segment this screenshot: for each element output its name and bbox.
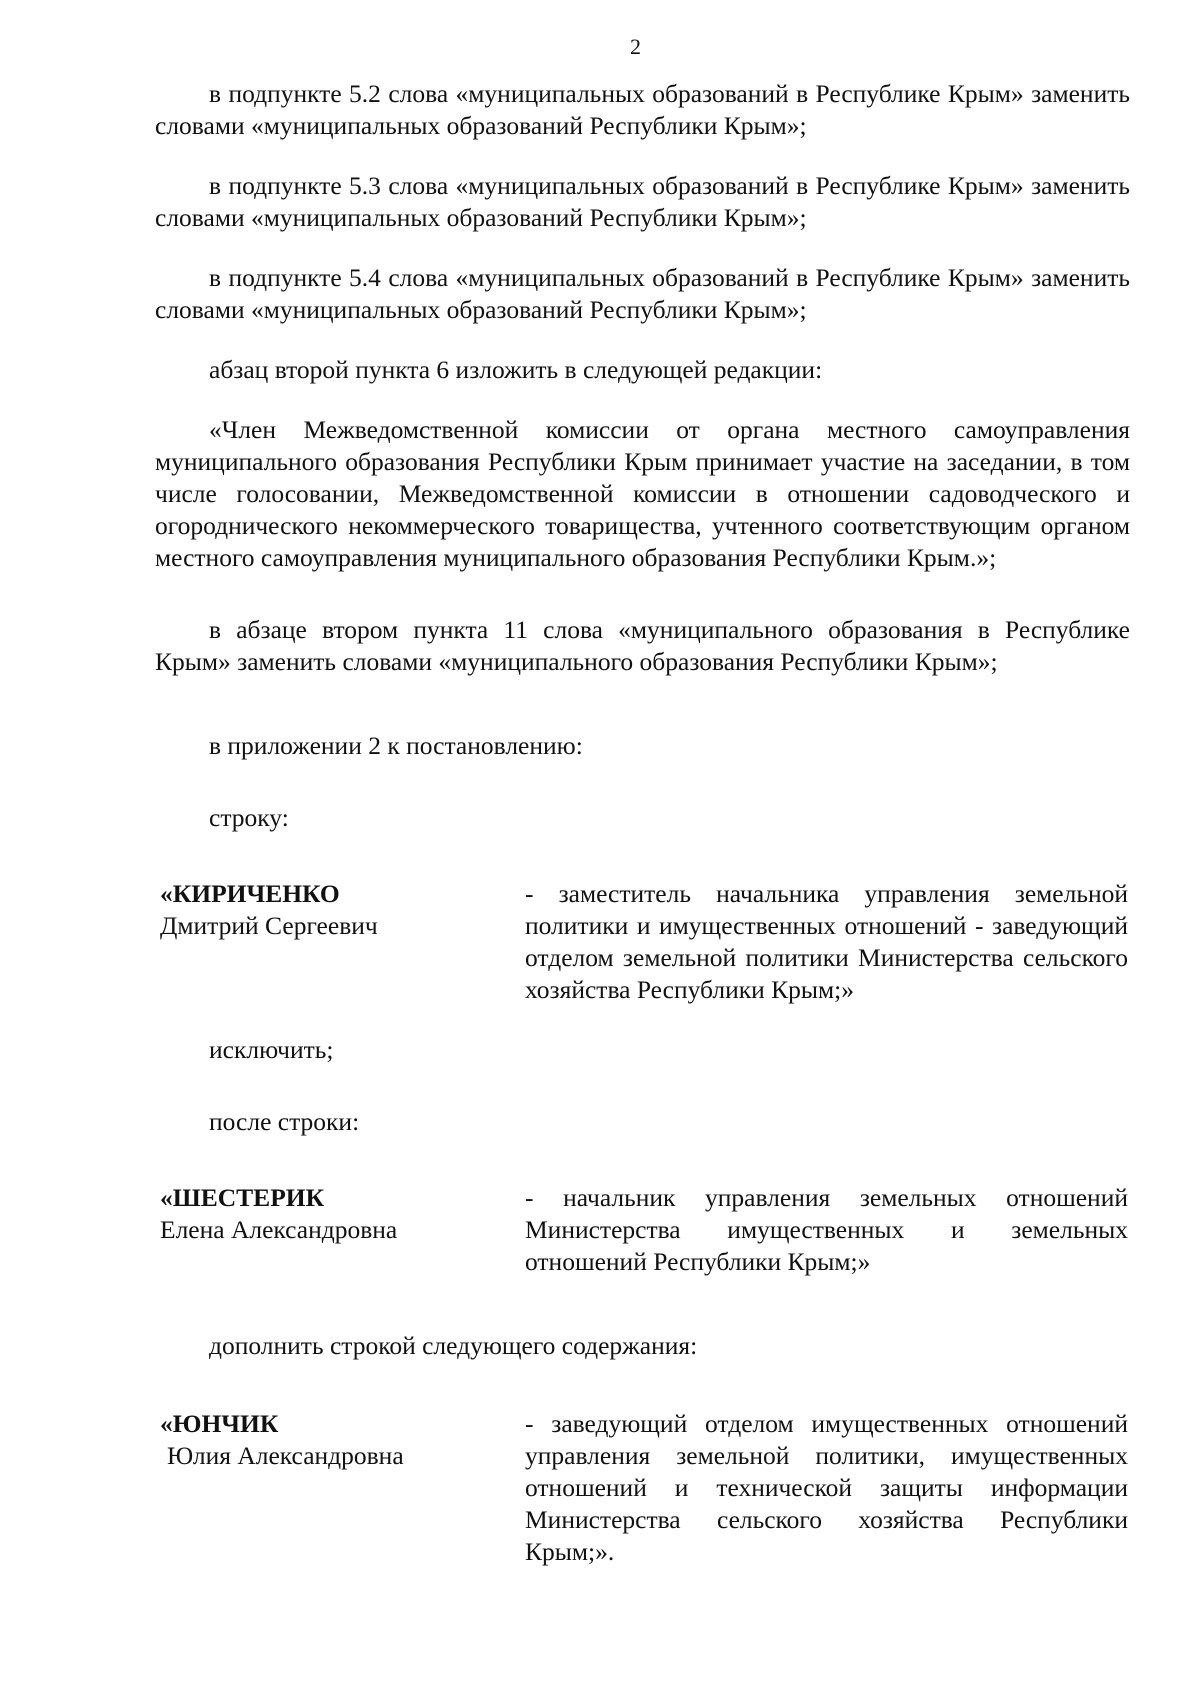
member-surname: «КИРИЧЕНКО [160, 879, 340, 908]
paragraph-subpoint-5-4: в подпункте 5.4 слова «муниципальных образований в Республике Крым» заменить словами «муниципальных образований Республики Крым»; [155, 263, 1130, 324]
member-name-block [155, 878, 525, 1006]
member-entry-shesterik [155, 1182, 1130, 1278]
member-position: - заведующий отделом имущественных отношений управления земельной политики, имущественных отношений и технической защиты информации Министерства сельского хозяйства Республики Крым;». [525, 1409, 1128, 1566]
paragraph-point-6-intro: абзац второй пункта 6 изложить в следующей редакции: [209, 355, 823, 384]
member-entry-yunchik [155, 1408, 1130, 1568]
member-given-names: Дмитрий Сергеевич [160, 911, 378, 940]
paragraph-subpoint-5-2: в подпункте 5.2 слова «муниципальных образований в Республике Крым» заменить словами «муниципальных образований Республики Крым»; [155, 79, 1130, 140]
paragraph-appendix-2: в приложении 2 к постановлению: [209, 731, 583, 760]
paragraph-row-label: строку: [209, 803, 289, 832]
member-position: - заместитель начальника управления земельной политики и имущественных отношений - заведующий отделом земельной политики Министерства сельского хозяйства Республики Крым;» [525, 879, 1128, 1004]
member-surname: «ШЕСТЕРИК [160, 1183, 325, 1212]
paragraph-subpoint-5-3: в подпункте 5.3 слова «муниципальных образований в Республике Крым» заменить словами «муниципальных образований Республики Крым»; [155, 171, 1130, 232]
document-body [155, 78, 1130, 1568]
member-entry-kirichenko [155, 878, 1130, 1006]
paragraph-point-6-new-text: «Член Межведомственной комиссии от органа местного самоуправления муниципального образования Республики Крым принимает участие на заседании, в том числе голосовании, Межведомственной комиссии в отношении садоводческого и огороднического некоммерческого товарищества, учтенного соответствующим органом местного самоуправления муниципального образования Республики Крым.»; [155, 415, 1130, 572]
member-given-names: Елена Александровна [160, 1215, 398, 1244]
page-number: 2 [630, 34, 641, 59]
member-surname: «ЮНЧИК [160, 1409, 279, 1438]
instruction-exclude: исключить; [209, 1035, 334, 1064]
member-name-block [155, 1408, 525, 1568]
member-position: - начальник управления земельных отношений Министерства имущественных и земельных отношений Республики Крым;» [525, 1183, 1128, 1276]
member-given-names: Юлия Александровна [167, 1441, 404, 1470]
instruction-after-row: после строки: [209, 1107, 360, 1136]
paragraph-point-11: в абзаце втором пункта 11 слова «муниципального образования в Республике Крым» заменить словами «муниципального образования Республики Крым»; [155, 615, 1130, 676]
instruction-supplement: дополнить строкой следующего содержания: [209, 1331, 698, 1360]
member-name-block [155, 1182, 525, 1278]
